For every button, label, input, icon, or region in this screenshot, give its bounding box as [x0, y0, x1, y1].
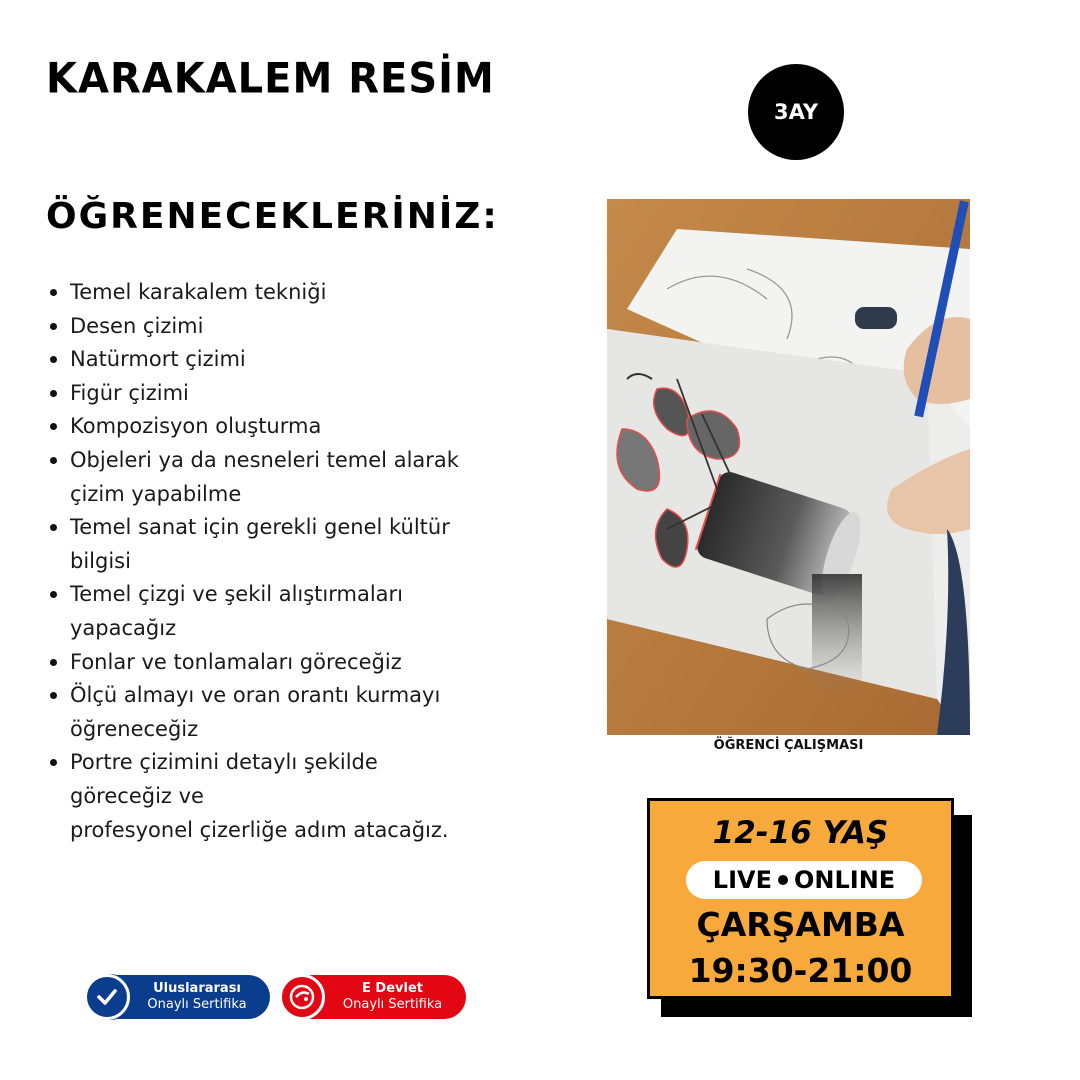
class-day: ÇARŞAMBA — [696, 905, 905, 944]
international-certificate-badge — [85, 975, 270, 1019]
online-label: ONLINE — [794, 866, 896, 894]
duration-badge — [748, 64, 844, 160]
certificate-subtitle: Onaylı Sertifika — [342, 997, 443, 1012]
international-certificate-text — [130, 981, 270, 1013]
learning-outcomes-heading: ÖĞRENECEKLERİNİZ: — [46, 196, 499, 237]
feature-item: Figür çizimi — [50, 377, 510, 411]
student-work-photo — [607, 199, 970, 735]
feature-item: Temel karakalem tekniği — [50, 276, 510, 310]
bullet-dot-icon — [778, 875, 788, 885]
e-devlet-logo-icon — [279, 974, 325, 1020]
feature-list — [50, 276, 510, 847]
feature-item: Objeleri ya da nesneleri temel alarak çizim yapabilme — [50, 444, 510, 511]
age-range: 12-16 YAŞ — [712, 815, 889, 851]
duration-badge-label: 3AY — [773, 100, 819, 124]
feature-item: Fonlar ve tonlamaları göreceğiz — [50, 646, 510, 680]
certificate-title: E Devlet — [362, 981, 423, 996]
live-label: LIVE — [712, 866, 772, 894]
page-title: KARAKALEM RESİM — [46, 54, 495, 104]
feature-item: Desen çizimi — [50, 310, 510, 344]
photo-caption: ÖĞRENCİ ÇALIŞMASI — [713, 738, 864, 753]
feature-item: Kompozisyon oluşturma — [50, 410, 510, 444]
class-time: 19:30-21:00 — [688, 951, 913, 990]
e-devlet-certificate-badge — [280, 975, 466, 1019]
schedule-info-box — [647, 798, 954, 999]
live-online-pill — [686, 861, 922, 899]
certificate-subtitle: Onaylı Sertifika — [147, 997, 247, 1012]
feature-item: Temel çizgi ve şekil alıştırmaları yapacağız — [50, 578, 510, 645]
feature-item: Natürmort çizimi — [50, 343, 510, 377]
feature-item: Ölçü almayı ve oran orantı kurmayı öğreneceğiz — [50, 679, 510, 746]
feature-item: Temel sanat için gerekli genel kültür bilgisi — [50, 511, 510, 578]
e-devlet-certificate-text — [325, 981, 466, 1013]
certificate-title: Uluslararası — [153, 981, 241, 996]
checkmark-icon — [84, 974, 130, 1020]
feature-item: Portre çizimini detaylı şekilde göreceğiz ve profesyonel çizerliğe adım atacağız. — [50, 746, 510, 847]
